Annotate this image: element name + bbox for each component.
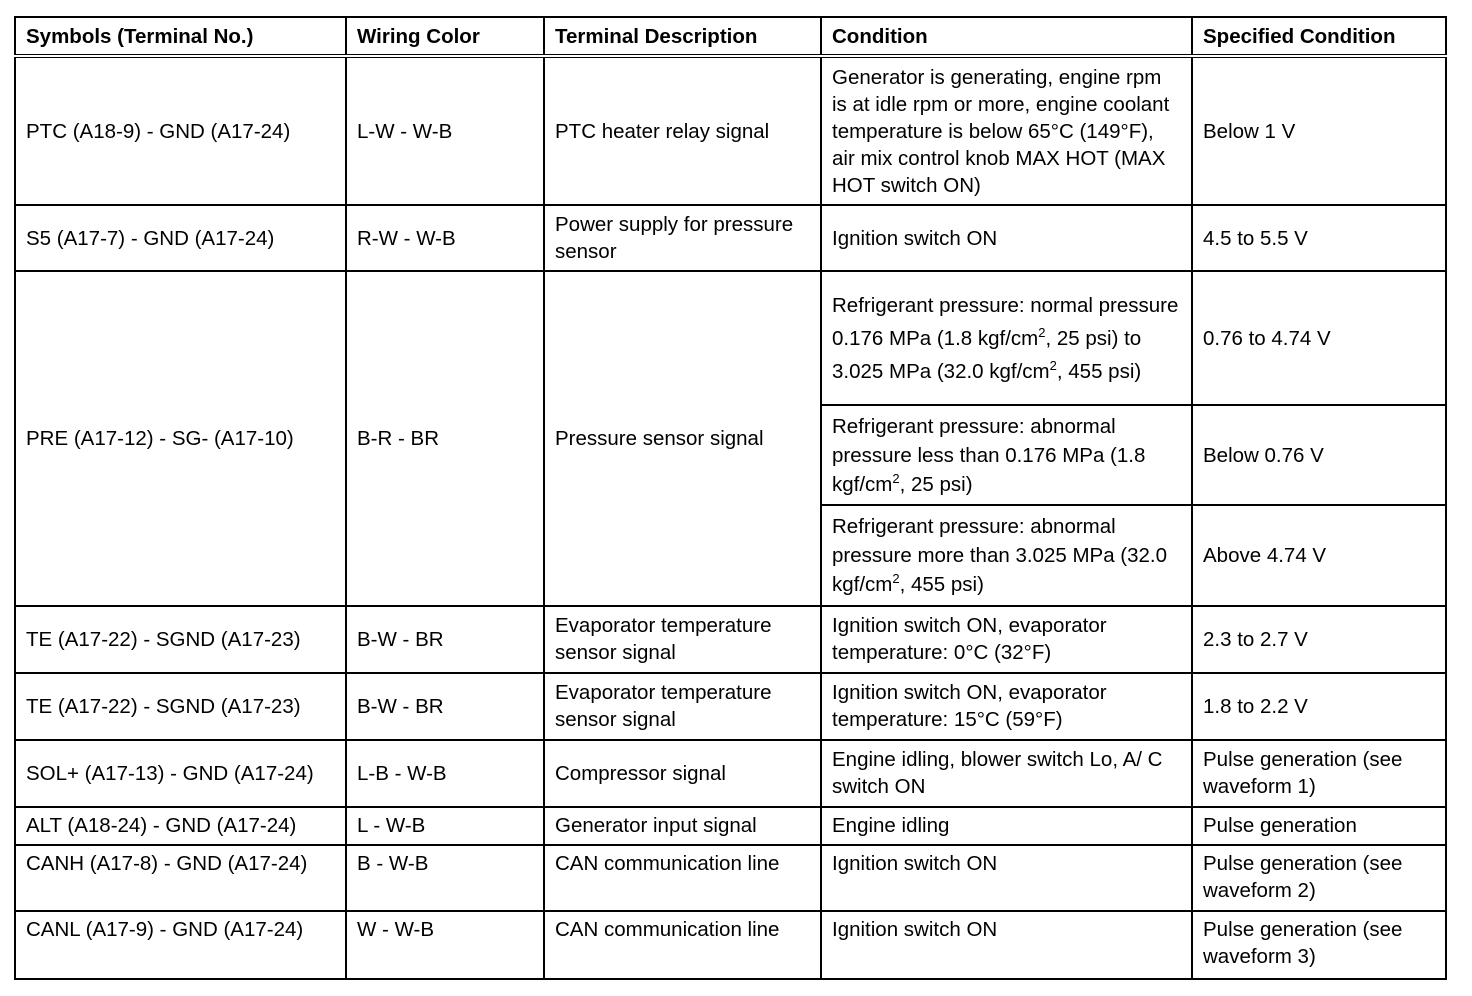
header-wiring-color: Wiring Color bbox=[346, 17, 544, 56]
condition-cell: Ignition switch ON, evaporator temperature: 15°C (59°F) bbox=[821, 673, 1192, 740]
symbol-cell: S5 (A17-7) - GND (A17-24) bbox=[15, 205, 346, 271]
wiring-cell: L-W - W-B bbox=[346, 56, 544, 205]
table-row bbox=[15, 205, 1446, 271]
wiring-cell: W - W-B bbox=[346, 911, 544, 979]
wiring-cell: B - W-B bbox=[346, 845, 544, 911]
wiring-cell: R-W - W-B bbox=[346, 205, 544, 271]
specified-cell: Pulse generation (see waveform 1) bbox=[1192, 740, 1446, 807]
wiring-cell: B-W - BR bbox=[346, 606, 544, 673]
specified-cell: 4.5 to 5.5 V bbox=[1192, 205, 1446, 271]
condition-cell: Ignition switch ON bbox=[821, 205, 1192, 271]
table-row bbox=[15, 911, 1446, 979]
condition-cell: Ignition switch ON bbox=[821, 911, 1192, 979]
condition-cell: Generator is generating, engine rpm is at idle rpm or more, engine coolant temperature is below 65°C (149°F), air mix control knob MAX HOT (MAX HOT switch ON) bbox=[821, 56, 1192, 205]
table-row bbox=[15, 807, 1446, 845]
header-symbols: Symbols (Terminal No.) bbox=[15, 17, 346, 56]
specified-cell: 2.3 to 2.7 V bbox=[1192, 606, 1446, 673]
condition-cell: Engine idling, blower switch Lo, A/ C switch ON bbox=[821, 740, 1192, 807]
description-cell: Generator input signal bbox=[544, 807, 821, 845]
symbol-cell: SOL+ (A17-13) - GND (A17-24) bbox=[15, 740, 346, 807]
header-condition: Condition bbox=[821, 17, 1192, 56]
condition-cell: Ignition switch ON bbox=[821, 845, 1192, 911]
description-cell: Compressor signal bbox=[544, 740, 821, 807]
wiring-cell: B-R - BR bbox=[346, 271, 544, 605]
description-cell: Evaporator temperature sensor signal bbox=[544, 606, 821, 673]
specified-cell: Below 1 V bbox=[1192, 56, 1446, 205]
condition-cell: Refrigerant pressure: abnormal pressure more than 3.025 MPa (32.0 kgf/$cm^2$, 455 psi) bbox=[821, 505, 1192, 605]
symbol-cell: PRE (A17-12) - SG- (A17-10) bbox=[15, 271, 346, 605]
symbol-cell: CANL (A17-9) - GND (A17-24) bbox=[15, 911, 346, 979]
header-specified-condition: Specified Condition bbox=[1192, 17, 1446, 56]
description-cell: CAN communication line bbox=[544, 845, 821, 911]
header-row bbox=[15, 17, 1446, 56]
description-cell: Evaporator temperature sensor signal bbox=[544, 673, 821, 740]
condition-cell: Refrigerant pressure: abnormal pressure less than 0.176 MPa (1.8 kgf/$cm^2$, 25 psi) bbox=[821, 405, 1192, 505]
symbol-cell: CANH (A17-8) - GND (A17-24) bbox=[15, 845, 346, 911]
condition-cell: Refrigerant pressure: normal pressure 0.176 MPa (1.8 kgf/$cm^2$, 25 psi) to 3.025 MPa (32.0 kgf/$cm^2$, 455 psi) bbox=[821, 271, 1192, 405]
specified-cell: Pulse generation bbox=[1192, 807, 1446, 845]
table-row bbox=[15, 271, 1446, 405]
terminal-spec-table bbox=[14, 16, 1447, 980]
symbol-cell: TE (A17-22) - SGND (A17-23) bbox=[15, 606, 346, 673]
specified-cell: 0.76 to 4.74 V bbox=[1192, 271, 1446, 405]
wiring-cell: B-W - BR bbox=[346, 673, 544, 740]
table-row bbox=[15, 673, 1446, 740]
description-cell: Power supply for pressure sensor bbox=[544, 205, 821, 271]
specified-cell: Pulse generation (see waveform 3) bbox=[1192, 911, 1446, 979]
condition-cell: Ignition switch ON, evaporator temperature: 0°C (32°F) bbox=[821, 606, 1192, 673]
description-cell: PTC heater relay signal bbox=[544, 56, 821, 205]
symbol-cell: TE (A17-22) - SGND (A17-23) bbox=[15, 673, 346, 740]
description-cell: Pressure sensor signal bbox=[544, 271, 821, 605]
wiring-cell: L - W-B bbox=[346, 807, 544, 845]
table-row bbox=[15, 56, 1446, 205]
table-row bbox=[15, 740, 1446, 807]
specified-cell: 1.8 to 2.2 V bbox=[1192, 673, 1446, 740]
specified-cell: Pulse generation (see waveform 2) bbox=[1192, 845, 1446, 911]
specified-cell: Below 0.76 V bbox=[1192, 405, 1446, 505]
condition-cell: Engine idling bbox=[821, 807, 1192, 845]
header-terminal-description: Terminal Description bbox=[544, 17, 821, 56]
description-cell: CAN communication line bbox=[544, 911, 821, 979]
table-row bbox=[15, 606, 1446, 673]
symbol-cell: PTC (A18-9) - GND (A17-24) bbox=[15, 56, 346, 205]
wiring-cell: L-B - W-B bbox=[346, 740, 544, 807]
symbol-cell: ALT (A18-24) - GND (A17-24) bbox=[15, 807, 346, 845]
specified-cell: Above 4.74 V bbox=[1192, 505, 1446, 605]
table-row bbox=[15, 845, 1446, 911]
